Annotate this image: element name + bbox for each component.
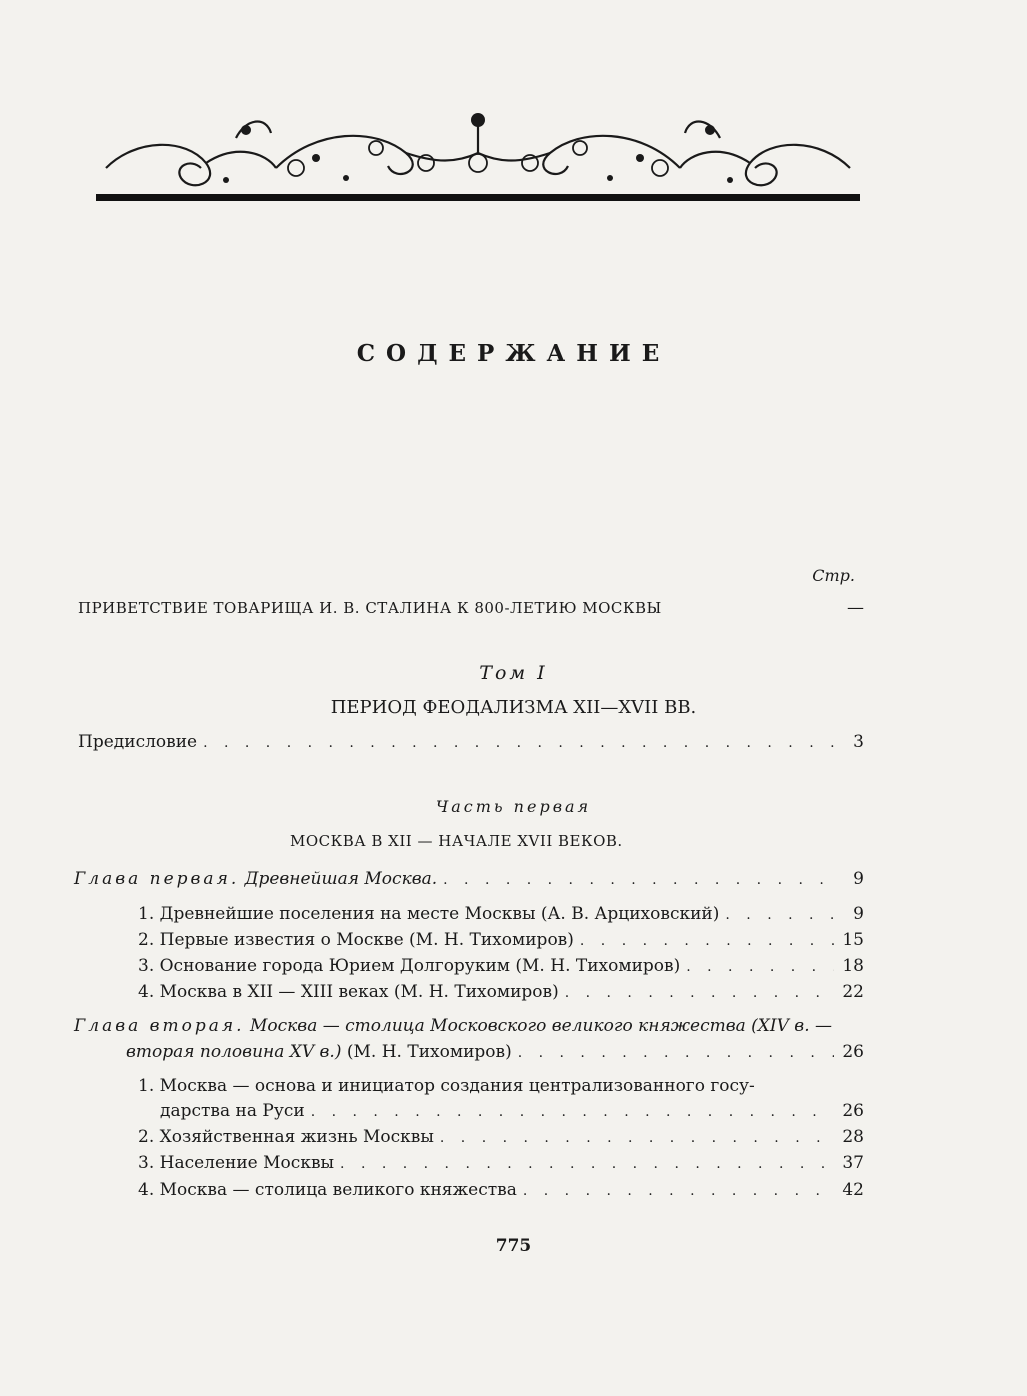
chapter-title: Древнейшая Москва. [244, 869, 438, 889]
toc-entry[interactable] [138, 956, 864, 976]
leader-dots [725, 907, 834, 923]
page-column-header: Стр. [812, 566, 855, 585]
toc-entry-label: 3. Основание города Юрием Долгоруким (М. Н. Тихомиров) [138, 956, 681, 976]
toc-entry-label: 3. Население Москвы [138, 1153, 335, 1173]
toc-entry-label: 4. Москва в XII — XIII веках (М. Н. Тихомиров) [138, 982, 559, 1002]
toc-entry-page: 18 [842, 956, 864, 976]
toc-chapter-2[interactable] [126, 1042, 864, 1062]
chapter-2-title-line1[interactable] [74, 1016, 832, 1036]
period-heading: ПЕРИОД ФЕОДАЛИЗМА XII—XVII ВВ. [330, 697, 697, 718]
toc-entry-page: 37 [842, 1153, 864, 1173]
toc-entry-label: Предисловие [78, 732, 198, 752]
toc-entry-label: 2. Хозяйственная жизнь Москвы [138, 1127, 434, 1147]
leader-dots [523, 1183, 834, 1199]
toc-entry-page: 9 [853, 904, 864, 924]
toc-entry-label: 2. Первые известия о Москве (М. Н. Тихомиров) [138, 930, 574, 950]
toc-entry-page: 26 [842, 1101, 864, 1121]
leader-dots [580, 933, 834, 949]
toc-entry-line1: 1. Москва — основа и инициатор создания централизованного госу- [138, 1076, 755, 1096]
toc-entry-page: — [847, 598, 864, 618]
leader-dots [440, 1130, 834, 1146]
toc-entry[interactable] [138, 982, 864, 1002]
leader-dots [686, 959, 834, 975]
chapter-prefix: Глава вторая. [74, 1016, 245, 1036]
toc-entry-page: 26 [842, 1042, 864, 1062]
toc-entry[interactable] [138, 1153, 864, 1173]
toc-chapter-1[interactable] [74, 869, 864, 889]
leader-dots [203, 735, 834, 751]
toc-entry-page: 28 [842, 1127, 864, 1147]
chapter-author: (М. Н. Тихомиров) [346, 1042, 512, 1062]
toc-entry-page: 22 [842, 982, 864, 1002]
part-title: МОСКВА В XII — НАЧАЛЕ XVII ВЕКОВ. [290, 832, 623, 850]
toc-entry-page: 15 [842, 930, 864, 950]
toc-entry-label: 1. Древнейшие поселения на месте Москвы (А. В. Арциховский) [138, 904, 720, 924]
toc-entry-page: 3 [853, 732, 864, 752]
toc-entry-label: ПРИВЕТСТВИЕ ТОВАРИЩА И. В. СТАЛИНА К 800-ЛЕТИЮ МОСКВЫ [78, 599, 662, 617]
page-number: 775 [495, 1236, 532, 1256]
part-heading: Часть первая [435, 797, 592, 816]
leader-dots [565, 985, 834, 1001]
toc-entry[interactable] [160, 1101, 864, 1121]
toc-entry[interactable] [138, 1127, 864, 1147]
chapter-prefix: Глава первая. [74, 869, 240, 889]
toc-entry-page: 42 [842, 1180, 864, 1200]
toc-entry-label: дарства на Руси [160, 1101, 305, 1121]
toc-entry-label: 4. Москва — столица великого княжества [138, 1180, 517, 1200]
contents-title: СОДЕРЖАНИЕ [356, 340, 671, 367]
toc-entry[interactable] [138, 1180, 864, 1200]
leader-dots [311, 1104, 834, 1120]
decorative-ornament-header [96, 108, 860, 208]
volume-heading: Том I [479, 662, 548, 684]
toc-entry[interactable] [138, 904, 864, 924]
chapter-title-cont: вторая половина XV в.) [126, 1042, 342, 1062]
toc-entry-preface[interactable] [78, 732, 864, 752]
toc-entry-greeting[interactable] [78, 598, 864, 618]
chapter-title: Москва — столица Московского великого княжества (XIV в. — [249, 1016, 833, 1036]
leader-dots [518, 1045, 834, 1061]
toc-entry-page: 9 [853, 869, 864, 889]
leader-dots [443, 872, 834, 888]
toc-entry[interactable] [138, 930, 864, 950]
leader-dots [340, 1156, 834, 1172]
